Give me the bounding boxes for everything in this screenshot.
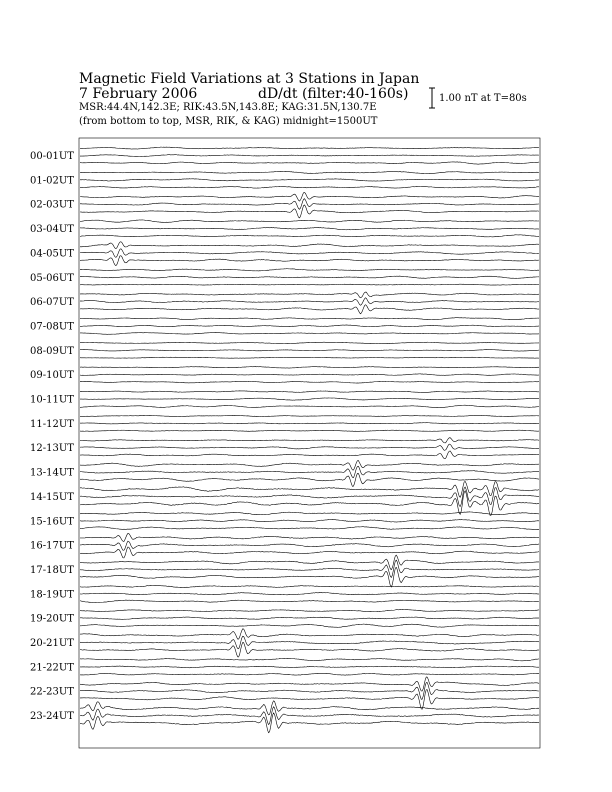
trace-07-08UT-MSR (80, 332, 539, 334)
trace-13-14UT-RIK (80, 466, 539, 478)
trace-10-11UT-KAG (80, 391, 539, 393)
trace-12-13UT-KAG (80, 438, 539, 443)
trace-02-03UT-RIK (80, 199, 539, 210)
trace-06-07UT-MSR (80, 305, 539, 314)
trace-19-20UT-RIK (80, 617, 539, 619)
trace-order-note: (from bottom to top, MSR, RIK, & KAG) midnight=1500UT (79, 116, 378, 127)
trace-05-06UT-MSR (80, 284, 539, 285)
hour-label-22-23UT: 22-23UT (30, 686, 74, 698)
trace-11-12UT-RIK (80, 423, 539, 424)
scale-bar-label: 1.00 nT at T=80s (439, 93, 527, 104)
trace-13-14UT-MSR (80, 473, 539, 486)
trace-18-19UT-MSR (80, 600, 539, 603)
trace-14-15UT-KAG (80, 481, 539, 497)
trace-08-09UT-RIK (80, 350, 539, 352)
hour-label-20-21UT: 20-21UT (30, 638, 74, 649)
hour-label-12-13UT: 12-13UT (30, 443, 74, 455)
plot-frame (79, 138, 540, 748)
trace-13-14UT-KAG (80, 461, 539, 471)
trace-10-11UT-MSR (80, 405, 539, 407)
trace-00-01UT-MSR (80, 162, 539, 164)
trace-19-20UT-KAG (80, 609, 539, 611)
trace-15-16UT-KAG (80, 512, 539, 515)
hour-label-08-09UT: 08-09UT (30, 345, 74, 357)
trace-07-08UT-KAG (80, 318, 539, 320)
hour-rows (30, 151, 74, 722)
trace-17-18UT-MSR (80, 567, 539, 587)
trace-11-12UT-MSR (80, 430, 539, 431)
trace-06-07UT-RIK (80, 298, 539, 305)
station-coordinates: MSR:44.4N,142.3E; RIK:43.5N,143.8E; KAG:31.5N,130.7E (79, 102, 377, 113)
hour-label-19-20UT: 19-20UT (30, 613, 74, 625)
chart-title: Magnetic Field Variations at 3 Stations in Japan (79, 71, 420, 87)
hour-label-06-07UT: 06-07UT (30, 297, 74, 309)
trace-18-19UT-KAG (80, 585, 539, 587)
trace-18-19UT-RIK (80, 592, 539, 594)
trace-08-09UT-KAG (80, 342, 539, 343)
hour-label-10-11UT: 10-11UT (30, 394, 74, 406)
trace-15-16UT-MSR (80, 527, 539, 530)
trace-09-10UT-MSR (80, 381, 539, 383)
trace-19-20UT-MSR (80, 624, 539, 627)
trace-21-22UT-RIK (80, 666, 539, 668)
component-filter-label: dD/dt (filter:40-160s) (258, 86, 409, 102)
trace-16-17UT-KAG (80, 533, 539, 541)
hour-label-14-15UT: 14-15UT (30, 491, 74, 503)
trace-01-02UT-KAG (80, 171, 539, 173)
trace-04-05UT-KAG (80, 242, 539, 249)
trace-23-24UT-KAG (80, 701, 539, 715)
trace-20-21UT-MSR (80, 642, 539, 656)
trace-04-05UT-RIK (80, 249, 539, 258)
hour-label-11-12UT: 11-12UT (30, 418, 74, 430)
trace-20-21UT-KAG (80, 629, 539, 639)
trace-16-17UT-MSR (80, 547, 539, 558)
trace-10-11UT-RIK (80, 398, 539, 400)
trace-00-01UT-RIK (80, 155, 539, 157)
trace-01-02UT-RIK (80, 179, 539, 181)
trace-03-04UT-MSR (80, 235, 539, 237)
trace-03-04UT-RIK (80, 228, 539, 230)
trace-03-04UT-KAG (80, 220, 539, 223)
trace-15-16UT-RIK (80, 519, 539, 522)
trace-22-23UT-KAG (80, 677, 539, 691)
trace-01-02UT-MSR (80, 186, 539, 188)
trace-09-10UT-KAG (80, 367, 539, 368)
hour-label-02-03UT: 02-03UT (30, 199, 74, 211)
hour-label-05-06UT: 05-06UT (30, 272, 74, 284)
trace-06-07UT-KAG (80, 292, 539, 298)
hour-label-07-08UT: 07-08UT (30, 321, 74, 333)
trace-12-13UT-MSR (80, 451, 539, 459)
hour-label-18-19UT: 18-19UT (30, 589, 74, 601)
hour-label-09-10UT: 09-10UT (30, 370, 74, 382)
trace-05-06UT-RIK (80, 276, 539, 278)
trace-20-21UT-RIK (80, 636, 539, 649)
hour-label-17-18UT: 17-18UT (30, 564, 74, 576)
trace-09-10UT-RIK (80, 374, 539, 376)
hour-label-01-02UT: 01-02UT (30, 175, 74, 187)
trace-22-23UT-RIK (80, 683, 539, 700)
trace-04-05UT-MSR (80, 256, 539, 266)
trace-14-15UT-RIK (80, 487, 539, 506)
trace-23-24UT-RIK (80, 707, 539, 725)
traces (80, 147, 539, 733)
trace-16-17UT-RIK (80, 541, 539, 550)
trace-12-13UT-RIK (80, 444, 539, 450)
trace-08-09UT-MSR (80, 357, 539, 358)
trace-21-22UT-MSR (80, 673, 539, 675)
trace-11-12UT-KAG (80, 415, 539, 416)
hour-label-00-01UT: 00-01UT (30, 151, 74, 162)
trace-05-06UT-KAG (80, 269, 539, 271)
hour-label-23-24UT: 23-24UT (30, 711, 74, 723)
hour-label-03-04UT: 03-04UT (30, 224, 74, 236)
hour-label-04-05UT: 04-05UT (30, 248, 74, 260)
trace-07-08UT-RIK (80, 325, 539, 327)
trace-21-22UT-KAG (80, 658, 539, 661)
date-label: 7 February 2006 (79, 86, 198, 102)
hour-label-16-17UT: 16-17UT (30, 540, 74, 552)
trace-00-01UT-KAG (80, 147, 539, 149)
hour-label-21-22UT: 21-22UT (30, 662, 74, 674)
hour-label-15-16UT: 15-16UT (30, 516, 74, 528)
hour-label-13-14UT: 13-14UT (30, 467, 74, 479)
trace-17-18UT-KAG (80, 555, 539, 570)
trace-02-03UT-KAG (80, 192, 539, 201)
